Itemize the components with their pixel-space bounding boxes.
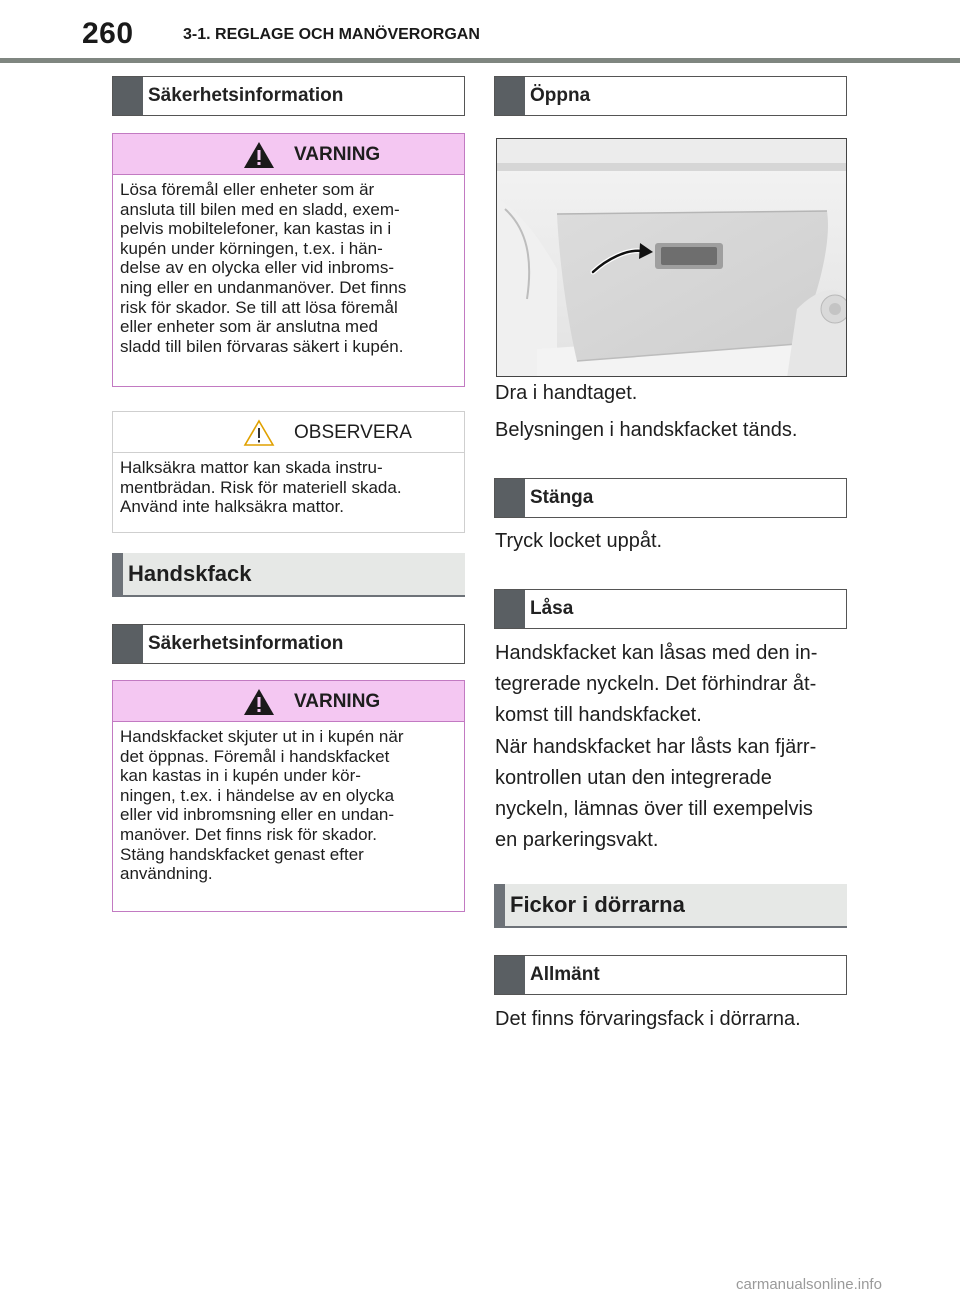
text-line: användning.	[120, 864, 213, 884]
text-line: När handskfacket har låsts kan fjärr-	[495, 736, 817, 758]
warning-box-1	[112, 133, 465, 387]
open-step: Dra i handtaget.	[495, 382, 638, 404]
text-line: manöver. Det finns risk för skador.	[120, 824, 377, 844]
text-line: kontrollen utan den integrerade	[495, 767, 772, 789]
text-line: det öppnas. Föremål i handskfacket	[120, 746, 390, 766]
heading-bar	[113, 625, 143, 663]
warning-box-2	[112, 680, 465, 912]
chapter-title: 3-1. REGLAGE OCH MANÖVERORGAN	[183, 26, 480, 43]
close-heading	[494, 478, 847, 518]
header-divider	[0, 58, 960, 63]
warning-header	[113, 134, 464, 175]
warning-triangle-icon	[243, 688, 275, 716]
text-line: Stäng handskfacket genast efter	[120, 844, 364, 864]
heading-bar	[495, 77, 525, 115]
note-box	[112, 411, 465, 533]
text-line: pelvis mobiltelefoner, kan kastas in i	[120, 219, 392, 239]
section-bar	[112, 553, 123, 595]
heading-bar	[495, 479, 525, 517]
text-line: kan kastas in i kupén under kör-	[120, 766, 361, 786]
section-title: Fickor i dörrarna	[510, 892, 685, 917]
lock-heading-text: Låsa	[530, 598, 574, 619]
heading-bar	[495, 590, 525, 628]
lock-text-2	[495, 732, 816, 856]
text-line: nyckeln, lämnas över till exempelvis	[495, 798, 813, 820]
warning-text	[113, 722, 464, 890]
text-line: ansluta till bilen med en sladd, exem-	[120, 199, 400, 219]
general-heading-text: Allmänt	[530, 964, 600, 985]
close-text: Tryck locket uppåt.	[495, 530, 663, 552]
section-handskfack	[112, 553, 465, 597]
text-line: mentbrädan. Risk för materiell skada.	[120, 477, 402, 497]
note-label: OBSERVERA	[294, 422, 412, 443]
text-line: eller enheter som är anslutna med	[120, 317, 378, 337]
text-line: Handskfacket kan låsas med den in-	[495, 642, 818, 664]
section-door-pockets	[494, 884, 847, 928]
glovebox-photo	[496, 138, 847, 377]
open-result: Belysningen i handskfacket tänds.	[495, 419, 798, 441]
text-line: sladd till bilen förvaras säkert i kupén.	[120, 336, 404, 356]
warning-label: VARNING	[294, 144, 381, 165]
text-line: komst till handskfacket.	[495, 704, 702, 726]
text-line: Använd inte halksäkra mattor.	[120, 497, 344, 517]
caution-triangle-icon	[243, 419, 275, 447]
note-text	[113, 453, 464, 523]
text-line: delse av en olycka eller vid inbroms-	[120, 258, 395, 278]
text-line: Halksäkra mattor kan skada instru-	[120, 458, 383, 477]
heading-bar	[495, 956, 525, 994]
watermark: carmanualsonline.info	[736, 1276, 882, 1293]
text-line: en parkeringsvakt.	[495, 829, 659, 851]
section-bar	[494, 884, 505, 926]
warning-triangle-icon	[243, 141, 275, 169]
safety-info-heading-2	[112, 624, 465, 664]
text-line: risk för skador. Se till att lösa föremål	[120, 297, 398, 317]
warning-label: VARNING	[294, 691, 381, 712]
warning-header	[113, 681, 464, 722]
text-line: kupén under körningen, t.ex. i hän-	[120, 238, 383, 258]
safety-info-heading-text: Säkerhetsinformation	[148, 633, 344, 654]
glovebox-illustration	[497, 139, 847, 377]
text-line: eller vid inbromsning eller en undan-	[120, 805, 395, 825]
general-heading	[494, 955, 847, 995]
text-line: Handskfacket skjuter ut in i kupén när	[120, 727, 404, 746]
text-line: ningen, t.ex. i händelse av en olycka	[120, 785, 395, 805]
page-header	[0, 0, 960, 64]
open-heading	[494, 76, 847, 116]
lock-text	[495, 638, 817, 731]
safety-info-heading-text: Säkerhetsinformation	[148, 85, 344, 106]
note-header	[113, 412, 464, 453]
warning-text	[113, 175, 464, 362]
lock-heading	[494, 589, 847, 629]
section-title: Handskfack	[128, 561, 252, 586]
page-number: 260	[82, 17, 134, 50]
open-heading-text: Öppna	[530, 85, 591, 106]
close-heading-text: Stänga	[530, 487, 594, 508]
text-line: tegrerade nyckeln. Det förhindrar åt-	[495, 673, 817, 695]
text-line: Lösa föremål eller enheter som är	[120, 180, 375, 199]
safety-info-heading	[112, 76, 465, 116]
heading-bar	[113, 77, 143, 115]
text-line: ning eller en undanmanöver. Det finns	[120, 277, 407, 297]
general-text: Det finns förvaringsfack i dörrarna.	[495, 1008, 801, 1030]
